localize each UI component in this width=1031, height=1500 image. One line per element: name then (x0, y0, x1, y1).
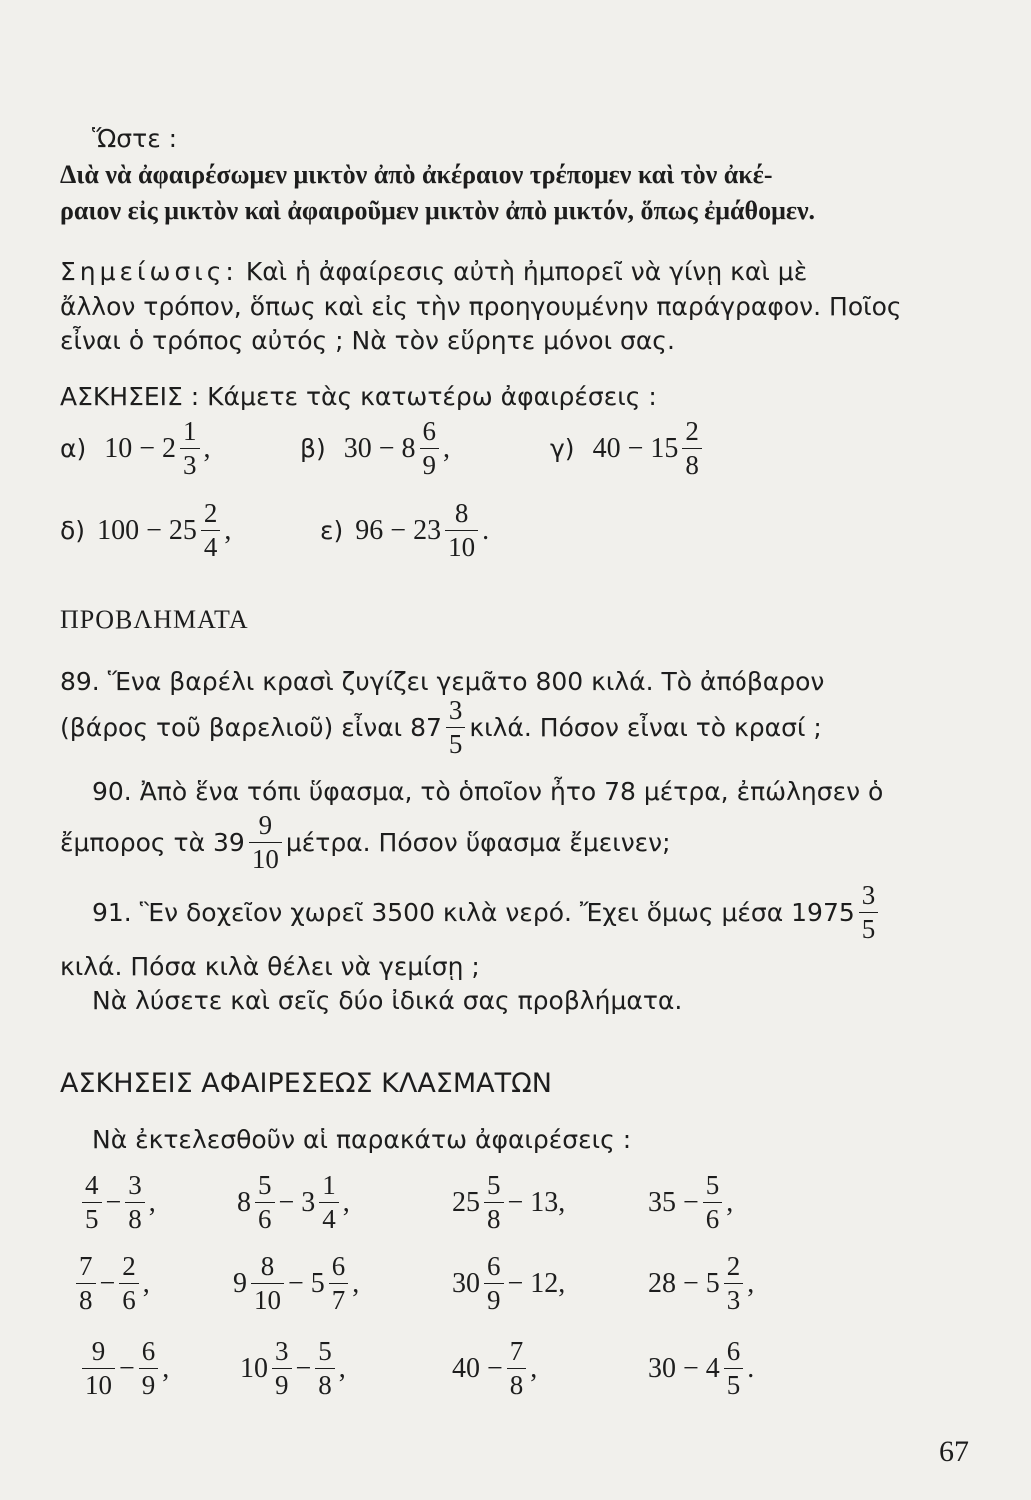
note-line-1 (60, 257, 807, 286)
problem-90-denominator: 10 (249, 842, 282, 873)
operator: − 5 (288, 1267, 325, 1299)
numerator: 1 (322, 1170, 336, 1200)
problem-91-denominator: 5 (859, 912, 879, 943)
problem-91-line-2: κιλά. Πόσα κιλὰ θέλει νὰ γεμίσῃ ; (60, 952, 480, 981)
exercise-a (60, 418, 211, 479)
exercise-e-whole: 96 − 23 (355, 514, 442, 546)
exercise-b-sep: , (443, 432, 451, 464)
exercise-d-whole: 100 − 25 (97, 514, 197, 546)
fraction-exercises-instruction: Νὰ ἐκτελεσθοῦν αἱ παρακάτω ἀφαιρέσεις : (92, 1125, 632, 1154)
exercise-c-numerator: 2 (685, 416, 699, 446)
frac-ex-r3c2-f2 (315, 1338, 335, 1399)
separator: , (726, 1186, 734, 1218)
separator: , (142, 1267, 150, 1299)
exercise-e (320, 500, 489, 561)
operator: − (119, 1352, 135, 1384)
numerator: 7 (509, 1336, 524, 1366)
denominator: 8 (125, 1202, 145, 1233)
separator: , (747, 1267, 755, 1299)
frac-ex-r2c1 (72, 1253, 150, 1314)
exercise-d-numerator: 2 (203, 498, 218, 528)
frac-ex-r1c3-f1 (484, 1172, 504, 1233)
frac-ex-r1c2-f2 (319, 1172, 339, 1233)
denominator: 9 (139, 1368, 159, 1399)
rule-line-1: Διὰ νὰ ἀφαιρέσωμεν μικτὸν ἀπὸ ἀκέραιον τρέπομεν καὶ τὸν ἀκέ- (60, 160, 773, 189)
numerator: 6 (726, 1336, 741, 1366)
frac-ex-r1c4 (648, 1172, 733, 1233)
problem-89-fraction (446, 697, 466, 758)
numerator: 8 (260, 1251, 275, 1281)
exercise-b-whole: 30 − 8 (343, 432, 416, 464)
frac-ex-r2c2-f1 (251, 1253, 284, 1314)
problem-89-text-a: (βάρος τοῦ βαρελιοῦ) εἶναι 87 (60, 713, 442, 742)
separator: , (148, 1186, 156, 1218)
separator: , (530, 1352, 538, 1384)
frac-ex-r3c1-f1 (82, 1338, 115, 1399)
exercise-c (550, 418, 706, 479)
frac-ex-r2c2 (233, 1253, 359, 1314)
exercise-e-sep: . (482, 514, 490, 546)
numerator: 5 (487, 1170, 501, 1200)
frac-ex-r3c4 (648, 1338, 754, 1399)
exercise-e-label: ε) (320, 516, 344, 545)
exercise-d-label: δ) (60, 516, 86, 545)
separator: , (338, 1352, 346, 1384)
exercise-b (300, 418, 450, 479)
exercise-d-denominator: 4 (201, 530, 221, 561)
problem-90-text-a: ἔμπορος τὰ 39 (60, 828, 245, 857)
denominator: 8 (507, 1368, 527, 1399)
frac-ex-r1c1 (78, 1172, 156, 1233)
frac-ex-r3c2 (240, 1338, 346, 1399)
problem-89-numerator: 3 (448, 695, 463, 725)
denominator: 6 (119, 1283, 139, 1314)
frac-ex-r3c1-f2 (139, 1338, 159, 1399)
exercise-e-denominator: 10 (445, 530, 478, 561)
exercise-a-whole: 10 − 2 (104, 432, 177, 464)
numerator: 5 (258, 1170, 272, 1200)
frac-ex-r2c1-f2 (119, 1253, 139, 1314)
separator: , (352, 1267, 360, 1299)
prefix: 40 − (452, 1352, 503, 1384)
remainder: − 13, (507, 1186, 566, 1218)
prefix: 30 − 4 (648, 1352, 720, 1384)
exercise-a-fraction (180, 418, 200, 479)
fraction-exercises-heading: ΑΣΚΗΣΕΙΣ ΑΦΑΙΡΕΣΕΩΣ ΚΛΑΣΜΑΤΩΝ (60, 1068, 552, 1099)
numerator: 2 (122, 1251, 136, 1281)
exercise-c-whole: 40 − 15 (592, 432, 679, 464)
exercise-c-fraction (682, 418, 702, 479)
prefix: 28 − 5 (648, 1267, 720, 1299)
exercises-heading: ΑΣΚΗΣΕΙΣ : Κάμετε τὰς κατωτέρω ἀφαιρέσεις : (60, 382, 657, 411)
exercise-c-label: γ) (550, 434, 575, 463)
note-label: Σημείωσις: (60, 257, 238, 286)
whole: 8 (237, 1186, 251, 1218)
denominator: 3 (724, 1283, 744, 1314)
numerator: 5 (318, 1336, 332, 1366)
problem-90-fraction (249, 812, 282, 873)
denominator: 10 (82, 1368, 115, 1399)
page-number: 67 (939, 1435, 969, 1468)
whole: 10 (240, 1352, 268, 1384)
problem-91-fraction (859, 882, 879, 943)
exercise-a-sep: , (203, 432, 211, 464)
note-line-2: ἄλλον τρόπον, ὅπως καὶ εἰς τὴν προηγουμένην παράγραφον. Ποῖος (60, 292, 902, 321)
frac-ex-r2c4-f2 (724, 1253, 744, 1314)
problem-89-line-2 (60, 697, 822, 758)
rule-line-2: ραιον εἰς μικτὸν καὶ ἀφαιροῦμεν μικτὸν ἀπὸ μικτόν, ὅπως ἐμάθομεν. (60, 196, 816, 225)
frac-ex-r3c3 (452, 1338, 537, 1399)
numerator: 5 (705, 1170, 720, 1200)
separator: , (162, 1352, 170, 1384)
problem-89-denominator: 5 (446, 727, 466, 758)
denominator: 8 (484, 1202, 504, 1233)
separator: . (747, 1352, 755, 1384)
frac-ex-r3c3-f2 (507, 1338, 527, 1399)
denominator: 6 (703, 1202, 723, 1233)
prefix: 35 − (648, 1186, 699, 1218)
problem-90-line-1: 90. Ἀπὸ ἕνα τόπι ὕφασμα, τὸ ὁποῖον ἦτο 78 μέτρα, ἐπώλησεν ὁ (92, 777, 884, 806)
exercise-c-denominator: 8 (682, 448, 702, 479)
frac-ex-r2c3 (452, 1253, 565, 1314)
denominator: 6 (255, 1202, 275, 1233)
exercise-b-fraction (420, 418, 440, 479)
frac-ex-r1c1-f1 (82, 1172, 102, 1233)
problem-89-text-b: κιλά. Πόσον εἶναι τὸ κρασί ; (469, 713, 822, 742)
problem-91-numerator: 3 (861, 880, 876, 910)
exercise-d-sep: , (224, 514, 232, 546)
exercise-d-fraction (201, 500, 221, 561)
exercise-e-fraction (445, 500, 478, 561)
frac-ex-r2c2-f2 (329, 1253, 349, 1314)
operator: − (99, 1267, 116, 1299)
whole: 25 (452, 1186, 480, 1218)
operator: − (105, 1186, 122, 1218)
denominator: 9 (484, 1283, 504, 1314)
denominator: 8 (76, 1283, 96, 1314)
exercise-a-denominator: 3 (180, 448, 200, 479)
denominator: 7 (329, 1283, 349, 1314)
denominator: 10 (251, 1283, 284, 1314)
numerator: 2 (726, 1251, 741, 1281)
frac-ex-r1c4-f2 (703, 1172, 723, 1233)
exercise-e-numerator: 8 (454, 498, 469, 528)
frac-ex-r3c1 (78, 1338, 169, 1399)
numerator: 3 (128, 1170, 142, 1200)
frac-ex-r1c2 (237, 1172, 350, 1233)
frac-ex-r3c4-f2 (724, 1338, 744, 1399)
frac-ex-r3c2-f1 (272, 1338, 292, 1399)
numerator: 7 (79, 1251, 93, 1281)
operator: − (295, 1352, 312, 1384)
exercise-b-label: β) (300, 434, 326, 463)
frac-ex-r1c3 (452, 1172, 565, 1233)
frac-ex-r2c4 (648, 1253, 754, 1314)
exercise-d (60, 500, 231, 561)
numerator: 9 (91, 1336, 106, 1366)
denominator: 8 (315, 1368, 335, 1399)
denominator: 4 (319, 1202, 339, 1233)
note-text-1: Καὶ ἡ ἀφαίρεσις αὐτὴ ἠμπορεῖ νὰ γίνῃ καὶ μὲ (245, 257, 808, 286)
numerator: 6 (331, 1251, 346, 1281)
problem-90-line-2 (60, 812, 671, 873)
denominator: 5 (724, 1368, 744, 1399)
conclusion-label: Ὥστε : (92, 124, 178, 153)
problem-90-text-b: μέτρα. Πόσον ὕφασμα ἔμεινεν; (285, 828, 671, 857)
problem-89-line-1: 89. Ἕνα βαρέλι κρασὶ ζυγίζει γεμᾶτο 800 κιλά. Τὸ ἀπόβαρον (60, 667, 825, 696)
exercise-a-label: α) (60, 434, 87, 463)
whole: 30 (452, 1267, 480, 1299)
numerator: 6 (487, 1251, 501, 1281)
exercise-b-numerator: 6 (422, 416, 437, 446)
operator: − 3 (278, 1186, 316, 1218)
problem-91-line-1 (92, 882, 882, 943)
exercise-b-denominator: 9 (420, 448, 440, 479)
problem-91-text-a: 91. Ἓν δοχεῖον χωρεῖ 3500 κιλὰ νερό. Ἔχει ὅμως μέσα 1975 (92, 898, 855, 927)
numerator: 6 (141, 1336, 156, 1366)
problem-90-numerator: 9 (258, 810, 273, 840)
problems-heading: ΠΡΟΒΛΗΜΑΤΑ (60, 605, 249, 634)
frac-ex-r2c1-f1 (76, 1253, 96, 1314)
denominator: 9 (272, 1368, 292, 1399)
own-problems: Νὰ λύσετε καὶ σεῖς δύο ἰδικά σας προβλήματα. (92, 986, 683, 1015)
note-line-3: εἶναι ὁ τρόπος αὐτός ; Νὰ τὸν εὕρητε μόνοι σας. (60, 326, 675, 355)
exercise-a-numerator: 1 (183, 416, 197, 446)
denominator: 5 (82, 1202, 102, 1233)
frac-ex-r1c1-f2 (125, 1172, 145, 1233)
frac-ex-r1c2-f1 (255, 1172, 275, 1233)
numerator: 4 (85, 1170, 99, 1200)
separator: , (342, 1186, 350, 1218)
numerator: 3 (275, 1336, 289, 1366)
whole: 9 (233, 1267, 247, 1299)
frac-ex-r2c3-f1 (484, 1253, 504, 1314)
remainder: − 12, (507, 1267, 566, 1299)
